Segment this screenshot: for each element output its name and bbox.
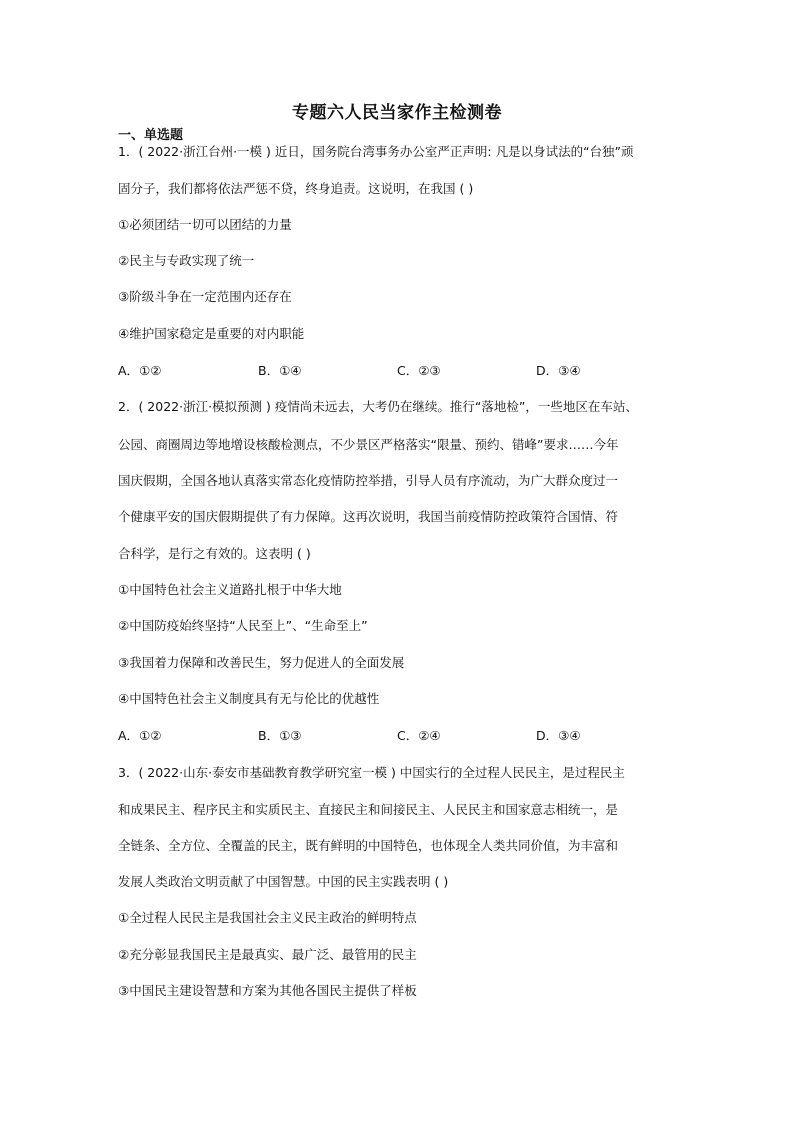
question-1-stem-line: 1．( 2022·浙江台州·一模 ) 近日，国务院台湾事务办公室严正声明: 凡是以身试法的“台独”顽 — [118, 144, 634, 159]
question-3-item: ③中国民主建设智慧和方案为其他各国民主提供了样板 — [118, 983, 417, 998]
option-d[interactable]: D．③④ — [536, 728, 581, 743]
question-3-stem-line: 和成果民主、程序民主和实质民主、直接民主和间接民主、人民民主和国家意志相统一，是 — [118, 802, 619, 817]
question-3-stem-line: 3．( 2022·山东·泰安市基础教育教学研究室一模 ) 中国实行的全过程人民民主，是过程民主 — [118, 765, 625, 780]
question-2-stem-line: 公园、商圈周边等地增设核酸检测点，不少景区严格落实“限量、预约、错峰”要求……今年 — [118, 437, 619, 452]
option-b[interactable]: B．①④ — [258, 363, 302, 378]
question-1-item: ④维护国家稳定是重要的对内职能 — [118, 326, 305, 341]
question-2-item: ①中国特色社会主义道路扎根于中华大地 — [118, 582, 342, 597]
question-1-item: ②民主与专政实现了统一 — [118, 253, 255, 268]
option-c[interactable]: C．②④ — [397, 728, 441, 743]
question-2-stem-line: 国庆假期，全国各地认真落实常态化疫情防控举措，引导人员有序流动，为广大群众度过一 — [118, 473, 619, 488]
question-2-item: ④中国特色社会主义制度具有无与伦比的优越性 — [118, 691, 380, 706]
question-2-stem-line: 合科学，是行之有效的。这表明 ( ) — [118, 546, 311, 561]
question-3-stem-line: 全链条、全方位、全覆盖的民主，既有鲜明的中国特色，也体现全人类共同价值，为丰富和 — [118, 838, 619, 853]
question-2-item: ③我国着力保障和改善民生，努力促进人的全面发展 — [118, 655, 405, 670]
page-title: 专题六人民当家作主检测卷 — [292, 103, 502, 123]
section-heading: 一、单选题 — [118, 128, 184, 143]
question-3-item: ①全过程人民民主是我国社会主义民主政治的鲜明特点 — [118, 910, 417, 925]
question-2-stem-line: 2．( 2022·浙江·模拟预测 ) 疫情尚未远去，大考仍在继续。推行“落地检”，一些地区在车站、 — [118, 399, 638, 414]
question-3-stem-line: 发展人类政治文明贡献了中国智慧。中国的民主实践表明 ( ) — [118, 874, 449, 889]
question-1-item: ③阶级斗争在一定范围内还存在 — [118, 289, 292, 304]
option-d[interactable]: D．③④ — [536, 363, 581, 378]
option-b[interactable]: B．①③ — [258, 728, 302, 743]
question-1-stem-line: 固分子，我们都将依法严惩不贷，终身追责。这说明，在我国 ( ) — [118, 181, 474, 196]
option-c[interactable]: C．②③ — [397, 363, 441, 378]
question-1-item: ①必须团结一切可以团结的力量 — [118, 217, 292, 232]
question-2-stem-line: 个健康平安的国庆假期提供了有力保障。这再次说明，我国当前疫情防控政策符合国情、符 — [118, 509, 619, 524]
question-3-item: ②充分彰显我国民主是最真实、最广泛、最管用的民主 — [118, 947, 417, 962]
option-a[interactable]: A．①② — [118, 728, 162, 743]
option-a[interactable]: A．①② — [118, 363, 162, 378]
question-2-item: ②中国防疫始终坚持“人民至上”、“生命至上” — [118, 618, 368, 633]
